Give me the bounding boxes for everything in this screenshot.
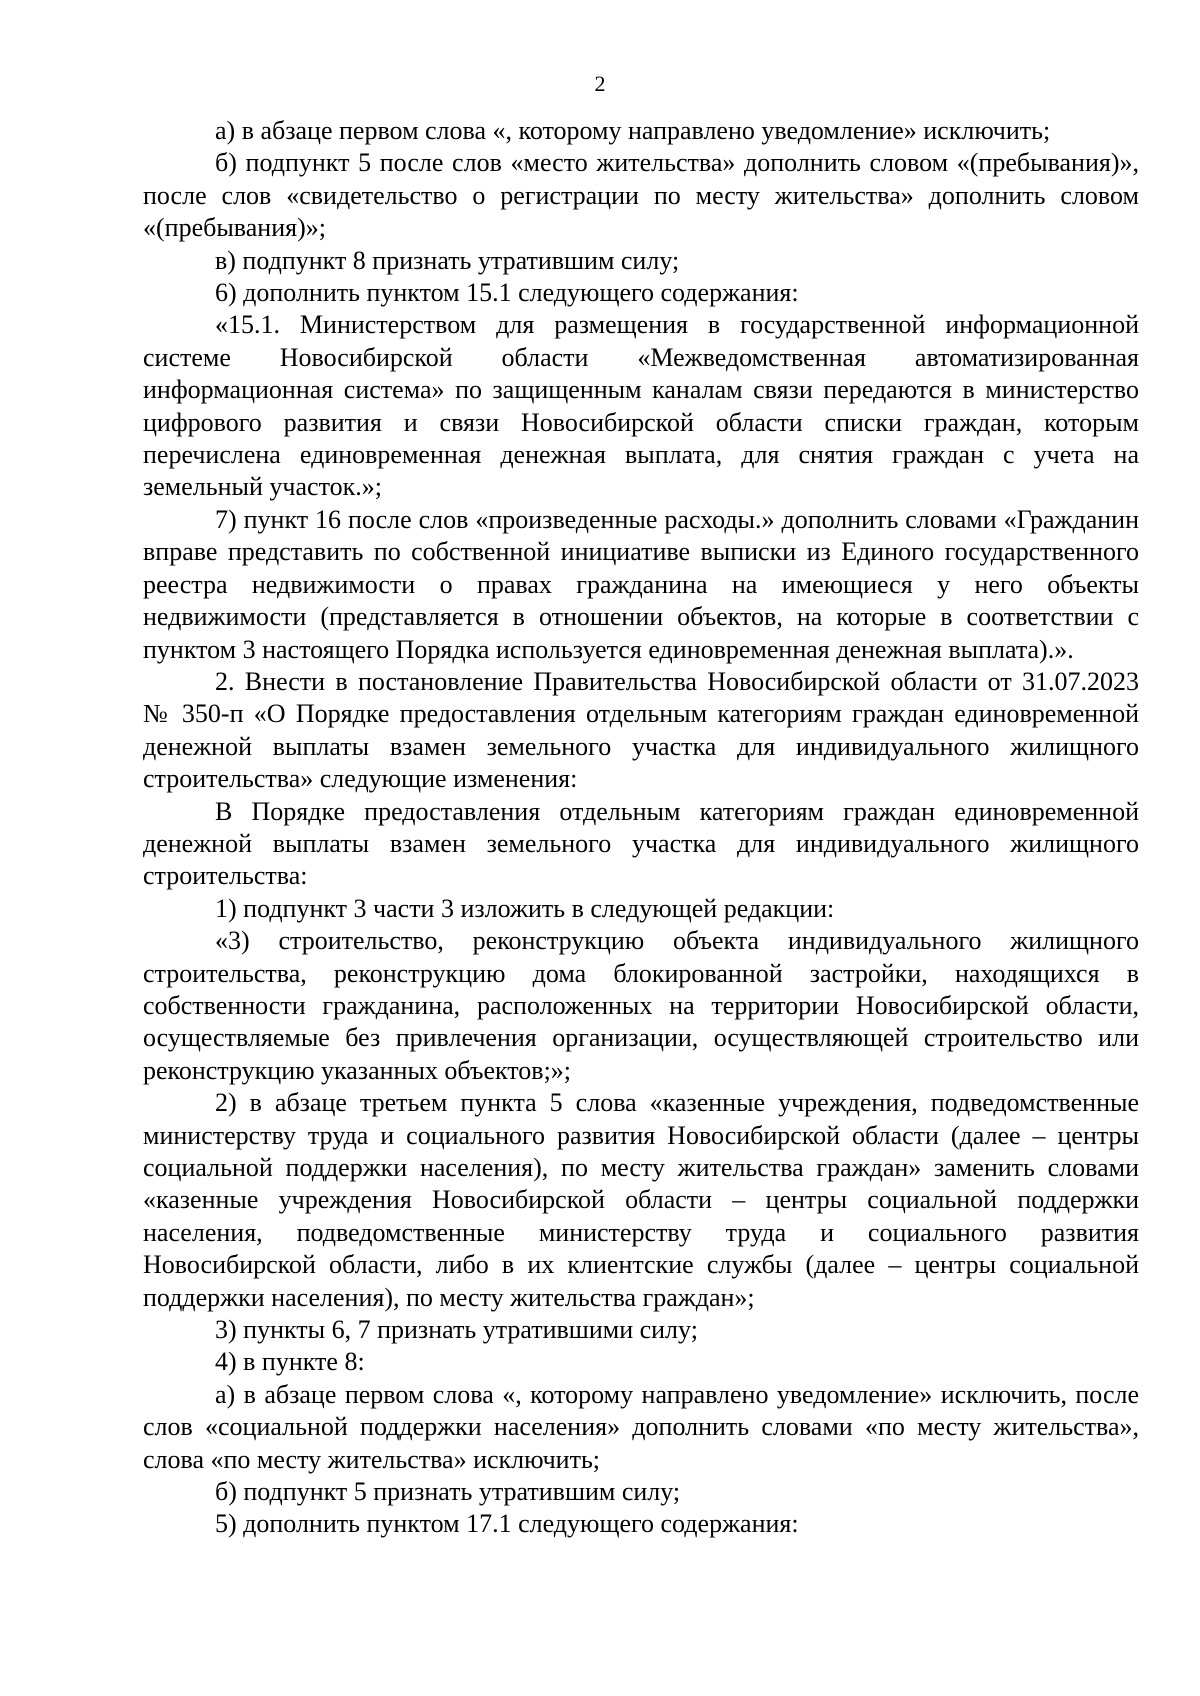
paragraph-6: 7) пункт 16 после слов «произведенные расходы.» дополнить словами «Гражданин вправе представить по собственной инициативе выписки из Единого государственного реестра недвижимости о правах гражданина на имеющиеся у него объекты недвижимости (представляется в отношении объектов, на которые в соответствии с пунктом 3 настоящего Порядка используется единовременная денежная выплата).». [143, 504, 1139, 664]
paragraph-15: б) подпункт 5 признать утратившим силу; [215, 1477, 681, 1507]
document-body [143, 115, 1139, 1541]
paragraph-9: 1) подпункт 3 части 3 изложить в следующей редакции: [215, 893, 835, 923]
paragraph-10: «3) строительство, реконструкцию объекта индивидуального жилищного строительства, реконструкцию дома блокированной застройки, находящихся в собственности гражданина, расположенных на территории Новосибирской области, осуществляемые без привлечения организации, осуществляющей строительство или реконструкцию указанных объектов;»; [143, 926, 1139, 1085]
paragraph-14: а) в абзаце первом слова «, которому направлено уведомление» исключить, после слов «социальной поддержки населения» дополнить словами «по месту жительства», слова «по месту жительства» исключить; [143, 1379, 1139, 1474]
paragraph-1: а) в абзаце первом слова «, которому направлено уведомление» исключить; [215, 116, 1051, 145]
paragraph-5: «15.1. Министерством для размещения в государственной информационной системе Новосибирской области «Межведомственная автоматизированная информационная система» по защищенным каналам связи передаются в министерство цифрового развития и связи Новосибирской области списки граждан, которым перечислена единовременная денежная выплата, для снятия граждан с учета на земельный участок.»; [143, 310, 1139, 502]
paragraph-3: в) подпункт 8 признать утратившим силу; [215, 245, 680, 275]
paragraph-4: 6) дополнить пунктом 15.1 следующего содержания: [215, 278, 799, 308]
paragraph-16: 5) дополнить пунктом 17.1 следующего содержания: [215, 1509, 799, 1539]
paragraph-7: 2. Внести в постановление Правительства Новосибирской области от 31.07.2023 № 350-п «О Порядке предоставления отдельным категориям граждан единовременной денежной выплаты взамен земельного участка для индивидуального жилищного строительства» следующие изменения: [143, 666, 1139, 794]
paragraph-12: 3) пункты 6, 7 признать утратившими силу; [215, 1315, 698, 1345]
paragraph-2: б) подпункт 5 после слов «место жительства» дополнить словом «(пребывания)», после слов «свидетельство о регистрации по месту жительства» дополнить словом «(пребывания)»; [143, 148, 1139, 243]
paragraph-8: В Порядке предоставления отдельным категориям граждан единовременной денежной выплаты взамен земельного участка для индивидуального жилищного строительства: [143, 796, 1139, 891]
page-number: 2 [594, 71, 606, 96]
paragraph-13: 4) в пункте 8: [215, 1347, 365, 1377]
paragraph-11: 2) в абзаце третьем пункта 5 слова «казенные учреждения, подведомственные министерству труда и социального развития Новосибирской области (далее – центры социальной поддержки населения), по месту жительства граждан» заменить словами «казенные учреждения Новосибирской области – центры социальной поддержки населения, подведомственные министерству труда и социального развития Новосибирской области, либо в их клиентские службы (далее – центры социальной поддержки населения), по месту жительства граждан»; [143, 1088, 1139, 1312]
